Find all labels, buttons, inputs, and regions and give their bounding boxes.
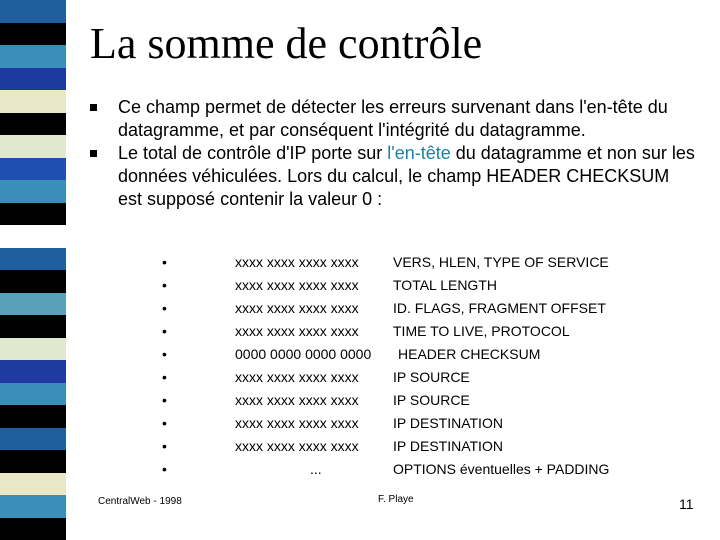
row-field: IP SOURCE (393, 369, 470, 385)
row-field: HEADER CHECKSUM (398, 346, 541, 362)
strip-block (0, 135, 66, 158)
row-bits: xxxx xxxx xxxx xxxx (235, 254, 359, 270)
bullet-item-2 (88, 142, 698, 211)
row-field: IP DESTINATION (393, 415, 503, 431)
header-row (160, 389, 720, 412)
row-field: OPTIONS éventuelles + PADDING (393, 461, 610, 477)
strip-block (0, 360, 66, 383)
header-row (160, 251, 720, 274)
strip-block (0, 23, 66, 46)
round-bullet-icon: • (162, 300, 167, 316)
row-field: IP DESTINATION (393, 438, 503, 454)
bullet-text-after: du datagramme et non sur les données véhiculées. Lors du calcul, le champ HEADER CHECKSUM est supposé contenir la valeur 0 : (118, 143, 695, 209)
bullet-text: Ce champ permet de détecter les erreurs survenant dans l'en-tête du datagramme, et par conséquent l'intégrité du datagramme. (118, 97, 668, 140)
header-row (160, 320, 720, 343)
strip-block (0, 518, 66, 540)
strip-block (0, 158, 66, 181)
header-row (160, 366, 720, 389)
page-number: 11 (679, 496, 694, 512)
strip-block (0, 0, 66, 23)
strip-block (0, 113, 66, 136)
row-field: ID. FLAGS, FRAGMENT OFFSET (393, 300, 606, 316)
row-bits: xxxx xxxx xxxx xxxx (235, 277, 359, 293)
header-row (160, 458, 720, 481)
round-bullet-icon: • (162, 369, 167, 385)
ip-header-rows (160, 251, 720, 481)
header-row (160, 435, 720, 458)
row-field: TOTAL LENGTH (393, 277, 497, 293)
round-bullet-icon: • (162, 323, 167, 339)
strip-block (0, 383, 66, 406)
header-row (160, 297, 720, 320)
row-bits: ... (310, 461, 322, 477)
header-row (160, 412, 720, 435)
round-bullet-icon: • (162, 461, 167, 477)
strip-block (0, 180, 66, 203)
row-bits: xxxx xxxx xxxx xxxx (235, 438, 359, 454)
round-bullet-icon: • (162, 277, 167, 293)
row-field: VERS, HLEN, TYPE OF SERVICE (393, 254, 609, 270)
row-bits: xxxx xxxx xxxx xxxx (235, 369, 359, 385)
strip-block (0, 450, 66, 473)
footer-source: CentralWeb - 1998 (98, 496, 182, 507)
row-bits: xxxx xxxx xxxx xxxx (235, 392, 359, 408)
strip-block (0, 405, 66, 428)
bullet-item-1 (88, 96, 698, 142)
row-field: TIME TO LIVE, PROTOCOL (393, 323, 570, 339)
highlight-text: l'en-tête (387, 143, 451, 163)
strip-block (0, 225, 66, 248)
header-row (160, 274, 720, 297)
strip-block (0, 315, 66, 338)
square-bullet-icon (90, 104, 97, 111)
bullet-text-before: Le total de contrôle d'IP porte sur (118, 143, 388, 163)
strip-block (0, 68, 66, 91)
strip-block (0, 473, 66, 496)
strip-block (0, 203, 66, 226)
strip-block (0, 338, 66, 361)
row-field: IP SOURCE (393, 392, 470, 408)
header-row (160, 343, 720, 366)
round-bullet-icon: • (162, 415, 167, 431)
round-bullet-icon: • (162, 392, 167, 408)
round-bullet-icon: • (162, 346, 167, 362)
decorative-color-strip (0, 0, 66, 540)
strip-block (0, 45, 66, 68)
round-bullet-icon: • (162, 254, 167, 270)
strip-block (0, 90, 66, 113)
row-bits: xxxx xxxx xxxx xxxx (235, 415, 359, 431)
strip-block (0, 248, 66, 271)
bullet-list (88, 96, 698, 211)
footer-author: F. Playe (378, 494, 414, 505)
round-bullet-icon: • (162, 438, 167, 454)
strip-block (0, 428, 66, 451)
strip-block (0, 495, 66, 518)
strip-block (0, 270, 66, 293)
slide-title: La somme de contrôle (90, 19, 483, 68)
strip-block (0, 293, 66, 316)
row-bits: xxxx xxxx xxxx xxxx (235, 300, 359, 316)
row-bits: xxxx xxxx xxxx xxxx (235, 323, 359, 339)
square-bullet-icon (90, 150, 97, 157)
row-bits: 0000 0000 0000 0000 (235, 346, 372, 362)
